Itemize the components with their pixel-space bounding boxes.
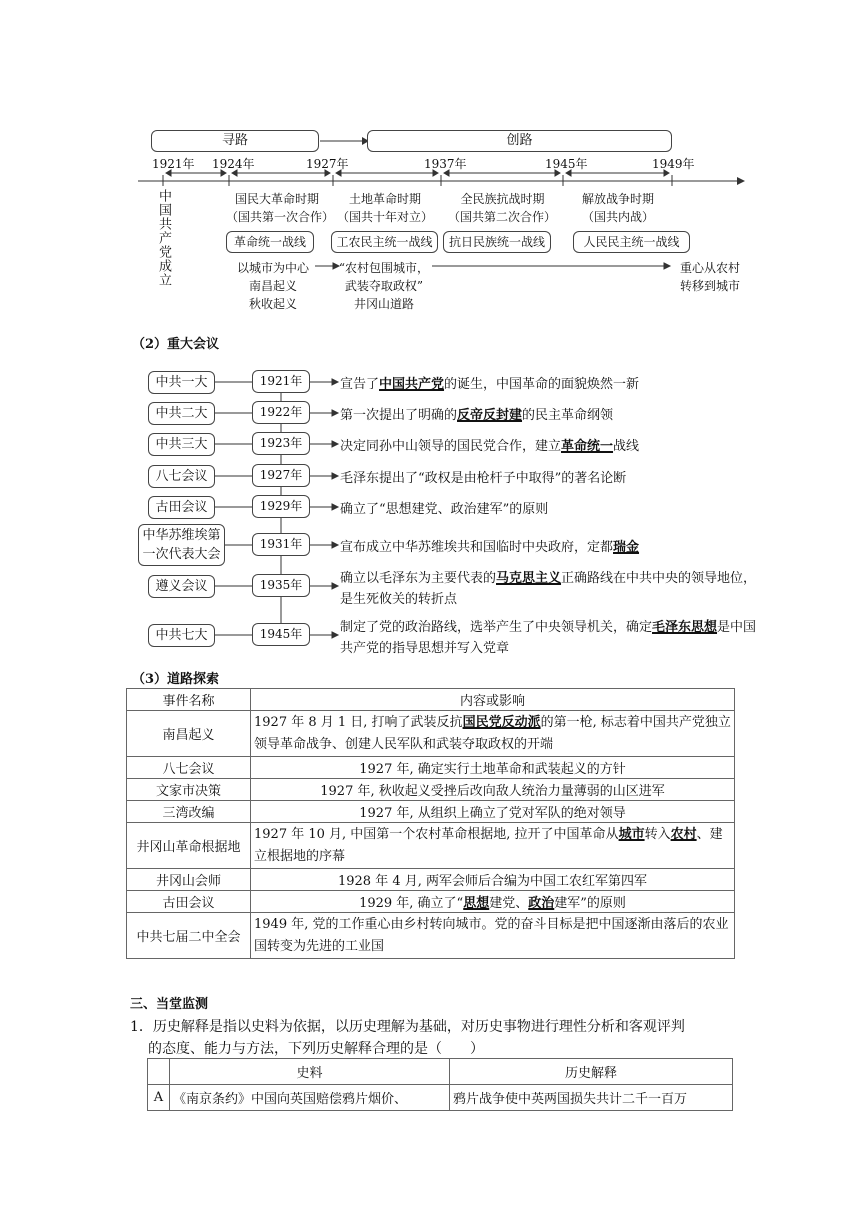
- period-name: 国民大革命时期: [234, 192, 319, 206]
- meeting-desc: 确立以毛泽东为主要代表的马克思主义正确路线在中共中央的领导地位， 是生死攸关的转折点: [340, 571, 757, 607]
- meeting-year-box: [252, 464, 310, 487]
- source-text: 《南京条约》中国向英国赔偿鸦片烟价、: [170, 1085, 450, 1111]
- table-row: [127, 757, 735, 779]
- meeting-year: 1921年: [259, 374, 303, 388]
- table-row: [127, 913, 735, 959]
- period-name: 土地革命时期: [348, 192, 421, 206]
- event-name: 古田会议: [127, 891, 251, 913]
- quiz-table: [147, 1058, 733, 1111]
- event-text: 1927 年, 从组织上确立了党对军队的绝对领导: [251, 801, 735, 823]
- keyword: 马克思主义: [496, 571, 562, 586]
- table-row: [127, 711, 735, 757]
- event-text: 1929 年, 确立了“思想建党、政治建军”的原则: [251, 891, 735, 913]
- meeting-year-box: [252, 623, 310, 646]
- meeting-name-box: [138, 524, 225, 566]
- event-text: 1927 年 8 月 1 日, 打响了武装反抗国民党反动派的第一枪, 标志着中国共产党独立领导革命战争、创建人民军队和武装夺取政权的开端: [251, 711, 735, 757]
- event-name: 八七会议: [127, 757, 251, 779]
- meeting-year: 1927年: [259, 468, 303, 482]
- event-name: 三湾改编: [127, 801, 251, 823]
- road-text: 秋收起义: [248, 297, 297, 311]
- table-row: [148, 1085, 733, 1111]
- meeting-year-box: [252, 401, 310, 424]
- period-name: 解放战争时期: [581, 192, 654, 206]
- year-label: 1945年: [545, 157, 588, 171]
- table-row: [127, 869, 735, 891]
- section-heading: 三、当堂监测: [130, 997, 209, 1012]
- meeting-name: 遵义会议: [155, 579, 208, 594]
- meeting-name-box: [148, 433, 215, 456]
- year-label: 1937年: [424, 157, 467, 171]
- table-header-row: [148, 1059, 733, 1085]
- meeting-name: 中共三大: [155, 437, 208, 452]
- period-sub: （国共第一次合作）: [225, 210, 334, 224]
- meeting-name-box: [148, 496, 215, 519]
- column-header: 事件名称: [127, 689, 251, 711]
- keyword: 中国共产党: [379, 377, 445, 392]
- table-row: [127, 779, 735, 801]
- period-sub: （国共第二次合作）: [447, 210, 556, 224]
- meeting-desc: 宣布成立中华苏维埃共和国临时中央政府，定都瑞金: [340, 540, 640, 555]
- meeting-name-box: [148, 575, 215, 598]
- road-text: 以城市为中心: [236, 261, 309, 275]
- meeting-year-box: [252, 533, 310, 556]
- meeting-name: 中华苏维埃第一次代表大会: [142, 528, 221, 562]
- keyword: 瑞金: [613, 540, 640, 555]
- table-row: [127, 891, 735, 913]
- table-header-row: [127, 689, 735, 711]
- road-text: 武装夺取政权”: [344, 279, 424, 293]
- meeting-name: 中共二大: [155, 406, 208, 421]
- meeting-name: 中共一大: [155, 375, 208, 390]
- road-text: “农村包围城市，: [338, 261, 430, 275]
- meeting-year-box: [252, 495, 310, 518]
- meeting-desc: 第一次提出了明确的反帝反封建的民主革命纲领: [340, 408, 614, 423]
- event-name: 井冈山革命根据地: [127, 823, 251, 869]
- period-sub: （国共十年对立）: [336, 210, 433, 224]
- road-text: 重心从农村: [679, 261, 740, 275]
- table-row: [127, 801, 735, 823]
- blank-cell: [148, 1059, 170, 1085]
- road-text: 南昌起义: [248, 279, 297, 293]
- front-label: 抗日民族统一战线: [448, 235, 545, 249]
- meeting-desc: 宣告了中国共产党的诞生，中国革命的面貌焕然一新: [340, 377, 640, 392]
- year-label: 1927年: [306, 157, 349, 171]
- meeting-name-box: [148, 402, 215, 425]
- meeting-year: 1931年: [259, 537, 303, 551]
- table-row: [127, 823, 735, 869]
- event-name: 中共七届二中全会: [127, 913, 251, 959]
- meeting-name: 古田会议: [155, 500, 208, 515]
- period-name: 全民族抗战时期: [460, 192, 545, 206]
- road-text: 转移到城市: [679, 279, 740, 293]
- event-text: 1927 年, 秋收起义受挫后改向敌人统治力量薄弱的山区进军: [251, 779, 735, 801]
- meeting-year: 1929年: [259, 499, 303, 513]
- meeting-year: 1923年: [259, 436, 303, 450]
- keyword: 反帝反封建: [457, 408, 523, 423]
- keyword: 革命统一: [561, 439, 614, 454]
- period-sub: （国共内战）: [581, 210, 654, 224]
- column-header: 内容或影响: [251, 689, 735, 711]
- meeting-year-box: [252, 370, 310, 393]
- road-text: 井冈山道路: [353, 297, 414, 311]
- meeting-name: 中共七大: [155, 628, 208, 643]
- event-name: 文家市决策: [127, 779, 251, 801]
- meeting-year: 1945年: [259, 627, 303, 641]
- event-text: 1928 年 4 月, 两军会师后合编为中国工农红军第四军: [251, 869, 735, 891]
- keyword: 毛泽东思想: [652, 620, 718, 635]
- meeting-name-box: [148, 371, 215, 394]
- year-label: 1921年: [152, 157, 195, 171]
- year-label: 1949年: [652, 157, 695, 171]
- front-label: 工农民主统一战线: [336, 235, 433, 249]
- meeting-desc: 确立了“思想建党、政治建军”的原则: [340, 502, 549, 517]
- founding-label: 中国共产党成立: [156, 189, 171, 287]
- meeting-name-box: [148, 465, 215, 488]
- question-text: 的态度、能力与方法，下列历史解释合理的是（ ）: [148, 1041, 484, 1057]
- meeting-name: 八七会议: [155, 469, 208, 484]
- meeting-year-box: [252, 574, 310, 597]
- meeting-desc: 毛泽东提出了“政权是由枪杆子中取得”的著名论断: [340, 471, 627, 486]
- meeting-year: 1922年: [259, 405, 303, 419]
- meeting-name-box: [148, 624, 215, 647]
- question-text: 1．历史解释是指以史料为依据，以历史理解为基础，对历史事物进行理性分析和客观评判: [130, 1019, 685, 1035]
- year-label: 1924年: [212, 157, 255, 171]
- meeting-desc: 制定了党的政治路线，选举产生了中央领导机关，确定毛泽东思想是中国 共产党的指导思想并写入党章: [340, 620, 757, 656]
- event-text: 1927 年, 确定实行土地革命和武装起义的方针: [251, 757, 735, 779]
- phase-label: 创路: [506, 133, 533, 148]
- event-name: 南昌起义: [127, 711, 251, 757]
- roads-table: [126, 688, 735, 959]
- section-heading: （2）重大会议: [132, 337, 220, 352]
- meeting-desc: 决定同孙中山领导的国民党合作，建立革命统一战线: [340, 439, 640, 454]
- column-header: 史料: [170, 1059, 450, 1085]
- meeting-year: 1935年: [259, 578, 303, 592]
- front-label: 革命统一战线: [233, 235, 306, 249]
- interpretation-text: 鸦片战争使中英两国损失共计二千一百万: [450, 1085, 733, 1111]
- phase-label: 寻路: [221, 133, 248, 148]
- event-text: 1927 年 10 月, 中国第一个农村革命根据地, 拉开了中国革命从城市转入农村、建立根据地的序幕: [251, 823, 735, 869]
- option-label: A: [148, 1085, 170, 1111]
- section-heading: （3）道路探索: [132, 672, 220, 687]
- event-name: 井冈山会师: [127, 869, 251, 891]
- meeting-year-box: [252, 432, 310, 455]
- front-label: 人民民主统一战线: [583, 235, 680, 249]
- column-header: 历史解释: [450, 1059, 733, 1085]
- event-text: 1949 年, 党的工作重心由乡村转向城市。党的奋斗目标是把中国逐渐由落后的农业国转变为先进的工业国: [251, 913, 735, 959]
